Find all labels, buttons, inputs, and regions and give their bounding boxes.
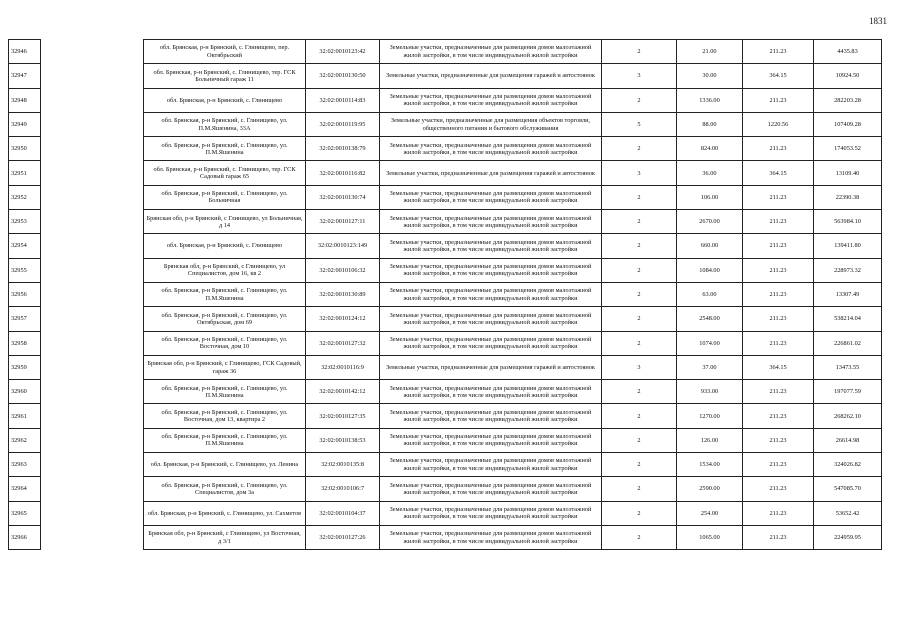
address-cell: обл. Брянская, р-н Брянский, с. Глинищево, ул. П.М.Яшенина (144, 282, 306, 306)
land-use-cell: Земельные участки, предназначенные для размещения домов малоэтажной жилой застройки, в том числе индивидуальной жилой застройки (380, 453, 602, 477)
row-number-cell: 32947 (9, 64, 41, 88)
cadastral-number-cell: 32:02:0010119:95 (306, 112, 380, 136)
use-group-cell: 2 (602, 428, 677, 452)
row-number-cell: 32949 (9, 112, 41, 136)
area-cell: 2670.00 (677, 210, 743, 234)
row-number-cell: 32964 (9, 477, 41, 501)
row-number-cell: 32955 (9, 258, 41, 282)
blank-cell (41, 161, 144, 185)
land-use-cell: Земельные участки, предназначенные для размещения домов малоэтажной жилой застройки, в том числе индивидуальной жилой застройки (380, 40, 602, 64)
cadastral-value-cell: 226861.02 (814, 331, 882, 355)
specific-value-cell: 1220.56 (743, 112, 814, 136)
blank-cell (41, 428, 144, 452)
land-use-cell: Земельные участки, предназначенные для размещения домов малоэтажной жилой застройки, в том числе индивидуальной жилой застройки (380, 282, 602, 306)
use-group-cell: 3 (602, 355, 677, 379)
land-use-cell: Земельные участки, предназначенные для размещения домов малоэтажной жилой застройки, в том числе индивидуальной жилой застройки (380, 428, 602, 452)
cadastral-number-cell: 32:02:0010127:11 (306, 210, 380, 234)
row-number-cell: 32966 (9, 525, 41, 549)
address-cell: обл. Брянская, р-н Брянский, с. Глинищево, ул. Специалистов, дом 3а (144, 477, 306, 501)
area-cell: 824.00 (677, 137, 743, 161)
use-group-cell: 2 (602, 40, 677, 64)
specific-value-cell: 211.23 (743, 477, 814, 501)
address-cell: Брянская обл, р-н Брянский, с Глинищево, ул Больничная, д 14 (144, 210, 306, 234)
cadastral-number-cell: 32:02:0010127:32 (306, 331, 380, 355)
blank-cell (41, 234, 144, 258)
use-group-cell: 2 (602, 404, 677, 428)
blank-cell (41, 477, 144, 501)
table-row (9, 210, 882, 234)
cadastral-value-cell: 228973.32 (814, 258, 882, 282)
use-group-cell: 2 (602, 282, 677, 306)
table-row (9, 355, 882, 379)
use-group-cell: 2 (602, 525, 677, 549)
area-cell: 106.00 (677, 185, 743, 209)
land-use-cell: Земельные участки, предназначенные для размещения домов малоэтажной жилой застройки, в том числе индивидуальной жилой застройки (380, 525, 602, 549)
blank-cell (41, 185, 144, 209)
use-group-cell: 2 (602, 501, 677, 525)
table-row (9, 40, 882, 64)
land-use-cell: Земельные участки, предназначенные для размещения домов малоэтажной жилой застройки, в том числе индивидуальной жилой застройки (380, 380, 602, 404)
land-use-cell: Земельные участки, предназначенные для размещения гаражей и автостоянок (380, 64, 602, 88)
cadastral-number-cell: 32:02:0010114:83 (306, 88, 380, 112)
land-use-cell: Земельные участки, предназначенные для размещения гаражей и автостоянок (380, 161, 602, 185)
table-row (9, 307, 882, 331)
cadastral-value-cell: 197077.59 (814, 380, 882, 404)
cadastral-value-cell: 4435.83 (814, 40, 882, 64)
cadastral-number-cell: 32:02:0010135:8 (306, 453, 380, 477)
row-number-cell: 32958 (9, 331, 41, 355)
blank-cell (41, 258, 144, 282)
row-number-cell: 32962 (9, 428, 41, 452)
row-number-cell: 32965 (9, 501, 41, 525)
table-row (9, 453, 882, 477)
specific-value-cell: 211.23 (743, 282, 814, 306)
address-cell: обл. Брянская, р-н Брянский, с. Глинищево, ул. П.М.Яшенина (144, 137, 306, 161)
row-number-cell: 32954 (9, 234, 41, 258)
use-group-cell: 2 (602, 258, 677, 282)
cadastral-value-cell: 547085.70 (814, 477, 882, 501)
table-row (9, 404, 882, 428)
address-cell: Брянская обл, р-н Брянский, с Глинищево, ул Восточная, д 3/1 (144, 525, 306, 549)
table-row (9, 64, 882, 88)
use-group-cell: 2 (602, 380, 677, 404)
area-cell: 2590.00 (677, 477, 743, 501)
table-row (9, 331, 882, 355)
cadastral-value-cell: 13109.40 (814, 161, 882, 185)
row-number-cell: 32963 (9, 453, 41, 477)
blank-cell (41, 525, 144, 549)
area-cell: 1084.00 (677, 258, 743, 282)
address-cell: обл. Брянская, р-н Брянский, с. Глинищево, ул. Ленина (144, 453, 306, 477)
address-cell: обл. Брянская, р-н Брянский, с. Глинищево, ул. Октябрьская, дом 69 (144, 307, 306, 331)
use-group-cell: 3 (602, 64, 677, 88)
address-cell: обл. Брянская, р-н Брянский, с. Глинищево, ул. Восточная, дом 13, квартира 2 (144, 404, 306, 428)
cadastral-value-cell: 268262.10 (814, 404, 882, 428)
land-use-cell: Земельные участки, предназначенные для размещения домов малоэтажной жилой застройки, в том числе индивидуальной жилой застройки (380, 331, 602, 355)
cadastral-number-cell: 32:02:0010130:89 (306, 282, 380, 306)
cadastral-value-cell: 13307.49 (814, 282, 882, 306)
cadastral-number-cell: 32:02:0010116:82 (306, 161, 380, 185)
address-cell: обл. Брянская, р-н Брянский, с. Глинищево, пер. Октябрьский (144, 40, 306, 64)
use-group-cell: 2 (602, 453, 677, 477)
area-cell: 2548.00 (677, 307, 743, 331)
area-cell: 63.00 (677, 282, 743, 306)
specific-value-cell: 364.15 (743, 161, 814, 185)
address-cell: обл. Брянская, р-н Брянский, с. Глинищево, тер. ГСК Больничный гараж 11 (144, 64, 306, 88)
cadastral-number-cell: 32:02:0010106:32 (306, 258, 380, 282)
use-group-cell: 2 (602, 88, 677, 112)
cadastral-number-cell: 32:02:0010138:53 (306, 428, 380, 452)
cadastral-value-cell: 10924.50 (814, 64, 882, 88)
blank-cell (41, 355, 144, 379)
area-cell: 126.00 (677, 428, 743, 452)
cadastral-number-cell: 32:02:0010127:35 (306, 404, 380, 428)
table-row (9, 258, 882, 282)
table-row (9, 185, 882, 209)
specific-value-cell: 211.23 (743, 88, 814, 112)
cadastral-number-cell: 32:02:0010124:12 (306, 307, 380, 331)
cadastral-value-cell: 107409.28 (814, 112, 882, 136)
address-cell: обл. Брянская, р-н Брянский, с. Глинищево (144, 234, 306, 258)
blank-cell (41, 88, 144, 112)
use-group-cell: 2 (602, 234, 677, 258)
use-group-cell: 2 (602, 185, 677, 209)
specific-value-cell: 364.15 (743, 64, 814, 88)
blank-cell (41, 282, 144, 306)
land-use-cell: Земельные участки, предназначенные для размещения домов малоэтажной жилой застройки, в том числе индивидуальной жилой застройки (380, 185, 602, 209)
use-group-cell: 3 (602, 161, 677, 185)
blank-cell (41, 137, 144, 161)
cadastral-value-cell: 53652.42 (814, 501, 882, 525)
area-cell: 21.00 (677, 40, 743, 64)
table-row (9, 477, 882, 501)
specific-value-cell: 211.23 (743, 525, 814, 549)
address-cell: Брянская обл, р-н Брянский, с Глинищево, ГСК Садовый, гараж 36 (144, 355, 306, 379)
use-group-cell: 2 (602, 307, 677, 331)
use-group-cell: 2 (602, 477, 677, 501)
land-use-cell: Земельные участки, предназначенные для размещения домов малоэтажной жилой застройки, в том числе индивидуальной жилой застройки (380, 307, 602, 331)
table-row (9, 525, 882, 549)
row-number-cell: 32961 (9, 404, 41, 428)
land-use-cell: Земельные участки, предназначенные для размещения домов малоэтажной жилой застройки, в том числе индивидуальной жилой застройки (380, 258, 602, 282)
area-cell: 1065.00 (677, 525, 743, 549)
blank-cell (41, 453, 144, 477)
land-use-cell: Земельные участки, предназначенные для размещения домов малоэтажной жилой застройки, в том числе индивидуальной жилой застройки (380, 210, 602, 234)
area-cell: 1270.00 (677, 404, 743, 428)
row-number-cell: 32950 (9, 137, 41, 161)
land-use-cell: Земельные участки, предназначенные для размещения домов малоэтажной жилой застройки, в том числе индивидуальной жилой застройки (380, 88, 602, 112)
cadastral-value-cell: 282203.28 (814, 88, 882, 112)
row-number-cell: 32948 (9, 88, 41, 112)
table-row (9, 428, 882, 452)
specific-value-cell: 211.23 (743, 258, 814, 282)
blank-cell (41, 501, 144, 525)
blank-cell (41, 404, 144, 428)
cadastral-value-cell: 174053.52 (814, 137, 882, 161)
specific-value-cell: 211.23 (743, 137, 814, 161)
cadastral-number-cell: 32:02:0010106:7 (306, 477, 380, 501)
cadastral-value-cell: 224959.95 (814, 525, 882, 549)
area-cell: 1336.00 (677, 88, 743, 112)
specific-value-cell: 211.23 (743, 185, 814, 209)
specific-value-cell: 211.23 (743, 428, 814, 452)
table-row (9, 137, 882, 161)
cadastral-value-cell: 538214.04 (814, 307, 882, 331)
blank-cell (41, 210, 144, 234)
blank-cell (41, 40, 144, 64)
row-number-cell: 32953 (9, 210, 41, 234)
specific-value-cell: 211.23 (743, 210, 814, 234)
address-cell: обл. Брянская, р-н Брянский, с. Глинищево, ул. Восточная, дом 10 (144, 331, 306, 355)
table-row (9, 282, 882, 306)
use-group-cell: 2 (602, 137, 677, 161)
area-cell: 254.00 (677, 501, 743, 525)
address-cell: обл. Брянская, р-н Брянский, с. Глинищево, ул. Сахметов (144, 501, 306, 525)
use-group-cell: 2 (602, 331, 677, 355)
specific-value-cell: 211.23 (743, 453, 814, 477)
cadastral-value-cell: 13473.55 (814, 355, 882, 379)
cadastral-value-cell: 26614.98 (814, 428, 882, 452)
address-cell: обл. Брянская, р-н Брянский, с. Глинищево, тер. ГСК Садовый гараж 65 (144, 161, 306, 185)
cadastral-number-cell: 32:02:0010123:149 (306, 234, 380, 258)
address-cell: обл. Брянская, р-н Брянский, с. Глинищево, ул. П.М.Яшенина, 33А (144, 112, 306, 136)
area-cell: 30.00 (677, 64, 743, 88)
table-row (9, 112, 882, 136)
row-number-cell: 32946 (9, 40, 41, 64)
use-group-cell: 5 (602, 112, 677, 136)
blank-cell (41, 380, 144, 404)
area-cell: 88.00 (677, 112, 743, 136)
table-row (9, 161, 882, 185)
cadastral-value-cell: 139411.80 (814, 234, 882, 258)
land-use-cell: Земельные участки, предназначенные для размещения домов малоэтажной жилой застройки, в том числе индивидуальной жилой застройки (380, 234, 602, 258)
blank-cell (41, 331, 144, 355)
table-row (9, 88, 882, 112)
land-use-cell: Земельные участки, предназначенные для размещения домов малоэтажной жилой застройки, в том числе индивидуальной жилой застройки (380, 477, 602, 501)
blank-cell (41, 64, 144, 88)
land-use-cell: Земельные участки, предназначенные для размещения домов малоэтажной жилой застройки, в том числе индивидуальной жилой застройки (380, 501, 602, 525)
cadastral-number-cell: 32:02:0010123:42 (306, 40, 380, 64)
cadastral-number-cell: 32:02:0010104:37 (306, 501, 380, 525)
blank-cell (41, 307, 144, 331)
cadastral-number-cell: 32:02:0010130:74 (306, 185, 380, 209)
cadastral-number-cell: 32:02:0010127:26 (306, 525, 380, 549)
blank-cell (41, 112, 144, 136)
row-number-cell: 32960 (9, 380, 41, 404)
land-use-cell: Земельные участки, предназначенные для размещения гаражей и автостоянок (380, 355, 602, 379)
specific-value-cell: 364.15 (743, 355, 814, 379)
specific-value-cell: 211.23 (743, 501, 814, 525)
address-cell: обл. Брянская, р-н Брянский, с. Глинищево, ул. Больничная (144, 185, 306, 209)
address-cell: обл. Брянская, р-н Брянский, с. Глинищево, ул. П.М.Яшенина (144, 380, 306, 404)
cadastral-number-cell: 32:02:0010142:12 (306, 380, 380, 404)
specific-value-cell: 211.23 (743, 404, 814, 428)
area-cell: 660.00 (677, 234, 743, 258)
specific-value-cell: 211.23 (743, 307, 814, 331)
row-number-cell: 32957 (9, 307, 41, 331)
row-number-cell: 32959 (9, 355, 41, 379)
row-number-cell: 32951 (9, 161, 41, 185)
table-row (9, 380, 882, 404)
area-cell: 37.00 (677, 355, 743, 379)
area-cell: 1534.00 (677, 453, 743, 477)
row-number-cell: 32956 (9, 282, 41, 306)
cadastral-number-cell: 32:02:0010130:50 (306, 64, 380, 88)
specific-value-cell: 211.23 (743, 40, 814, 64)
land-use-cell: Земельные участки, предназначенные для размещения объектов торговли, общественного питания и бытового обслуживания (380, 112, 602, 136)
cadastral-value-table (8, 39, 882, 550)
specific-value-cell: 211.23 (743, 234, 814, 258)
cadastral-number-cell: 32:02:0010116:9 (306, 355, 380, 379)
area-cell: 1074.00 (677, 331, 743, 355)
cadastral-value-cell: 22390.38 (814, 185, 882, 209)
specific-value-cell: 211.23 (743, 331, 814, 355)
use-group-cell: 2 (602, 210, 677, 234)
address-cell: Брянская обл, р-н Брянский, с Глинищево, ул Специалистов, дом 16, кв 2 (144, 258, 306, 282)
land-use-cell: Земельные участки, предназначенные для размещения домов малоэтажной жилой застройки, в том числе индивидуальной жилой застройки (380, 404, 602, 428)
specific-value-cell: 211.23 (743, 380, 814, 404)
area-cell: 36.00 (677, 161, 743, 185)
land-use-cell: Земельные участки, предназначенные для размещения домов малоэтажной жилой застройки, в том числе индивидуальной жилой застройки (380, 137, 602, 161)
cadastral-value-cell: 324026.82 (814, 453, 882, 477)
table-row (9, 234, 882, 258)
page-number: 1831 (869, 16, 887, 26)
area-cell: 933.00 (677, 380, 743, 404)
table-row (9, 501, 882, 525)
address-cell: обл. Брянская, р-н Брянский, с. Глинищево, ул. П.М.Яшенина (144, 428, 306, 452)
address-cell: обл. Брянская, р-н Брянский, с. Глинищево (144, 88, 306, 112)
cadastral-number-cell: 32:02:0010138:79 (306, 137, 380, 161)
cadastral-value-cell: 563984.10 (814, 210, 882, 234)
row-number-cell: 32952 (9, 185, 41, 209)
